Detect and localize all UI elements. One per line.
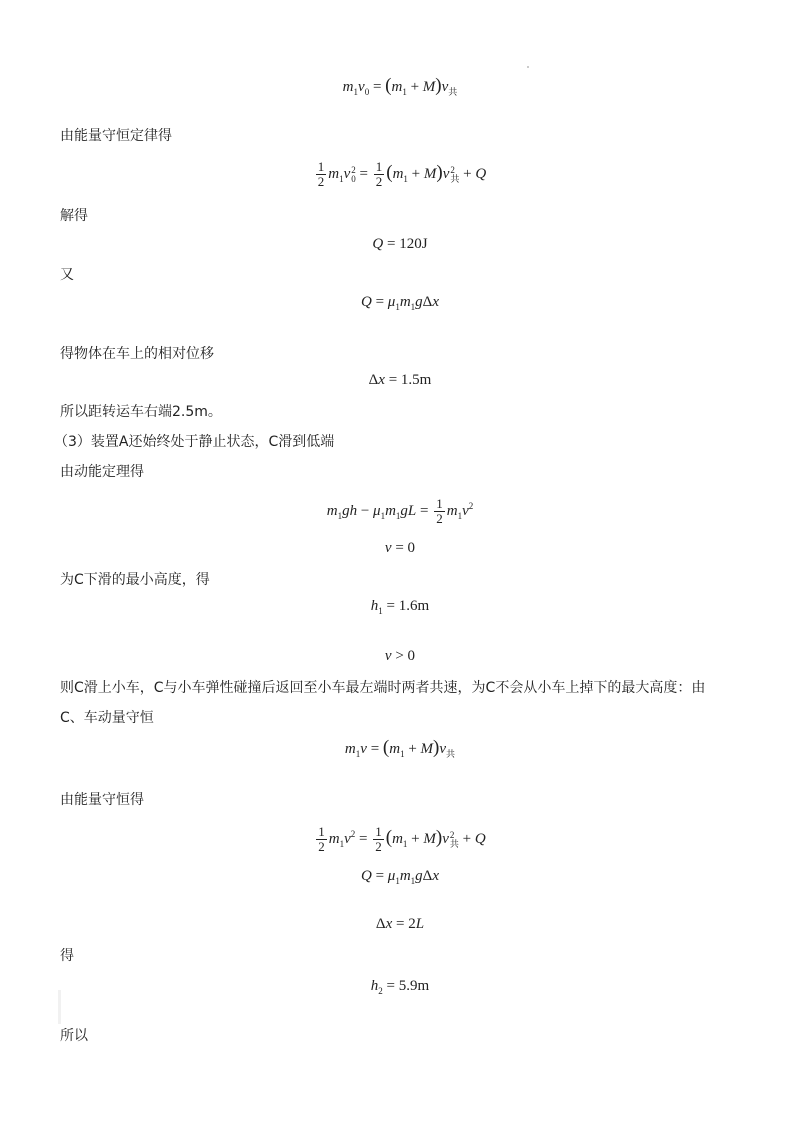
- text-distance-result: 所以距转运车右端2.5m。: [60, 404, 222, 420]
- text-energy-conservation-2: 由能量守恒得: [60, 792, 144, 808]
- equation-heat-value: Q = 120J: [372, 236, 428, 252]
- equation-momentum-2: $m_1v = (m_1 + M)v_共$: [344, 737, 456, 759]
- text-kinetic-energy-theorem: 由动能定理得: [60, 464, 144, 480]
- equation-h2: $h_2 = 5.9m$: [370, 978, 430, 996]
- equation-displacement-2: Δx = 2L: [375, 916, 425, 932]
- scan-dot: [527, 66, 529, 68]
- text-relative-displacement: 得物体在车上的相对位移: [60, 346, 214, 362]
- text-momentum-conservation: C、车动量守恒: [60, 710, 154, 726]
- text-also: 又: [60, 267, 74, 283]
- text-min-height: 为C下滑的最小高度，得: [60, 572, 210, 588]
- equation-h1: $h_1 = 1.6m$: [370, 598, 430, 616]
- text-solve-1: 解得: [60, 208, 88, 224]
- equation-work-energy: $m_1gh - \mu_1m_1gL$ = $\frac{1}{2}$ $m_1v^2$: [326, 496, 474, 527]
- text-therefore: 所以: [60, 1028, 88, 1044]
- equation-v-positive: v > 0: [384, 648, 416, 664]
- text-collision-description: 则C滑上小车，C与小车弹性碰撞后返回至小车最左端时两者共速，为C不会从小车上掉下的最大高度：由: [60, 680, 706, 696]
- equation-v-zero: v = 0: [384, 540, 416, 556]
- text-get: 得: [60, 948, 74, 964]
- text-energy-conservation-1: 由能量守恒定律得: [60, 128, 172, 144]
- equation-displacement-1: Δx = 1.5m: [368, 372, 432, 388]
- equation-momentum-1: $m_1v_0 = (m_1 + M)v_共$: [342, 75, 458, 97]
- equation-energy-2: $\frac{1}{2}$ $m_1v^2$ = $\frac{1}{2}$ $(m_1 + M)v2$ 共 + Q: [318, 824, 486, 855]
- text-part-3: （3）装置A还始终处于静止状态，C滑到低端: [54, 434, 335, 450]
- equation-energy-1: $\frac{1}{2}$ $m_1v2$ 0 = $\frac{1}{2}$ $(m_1 + M)v2$ 共 + Q: [317, 159, 487, 189]
- equation-friction-heat-1: $Q = \mu_1m_1g\Delta x$: [360, 294, 439, 312]
- equation-friction-heat-2: $Q = \mu_1m_1g\Delta x$: [360, 868, 439, 886]
